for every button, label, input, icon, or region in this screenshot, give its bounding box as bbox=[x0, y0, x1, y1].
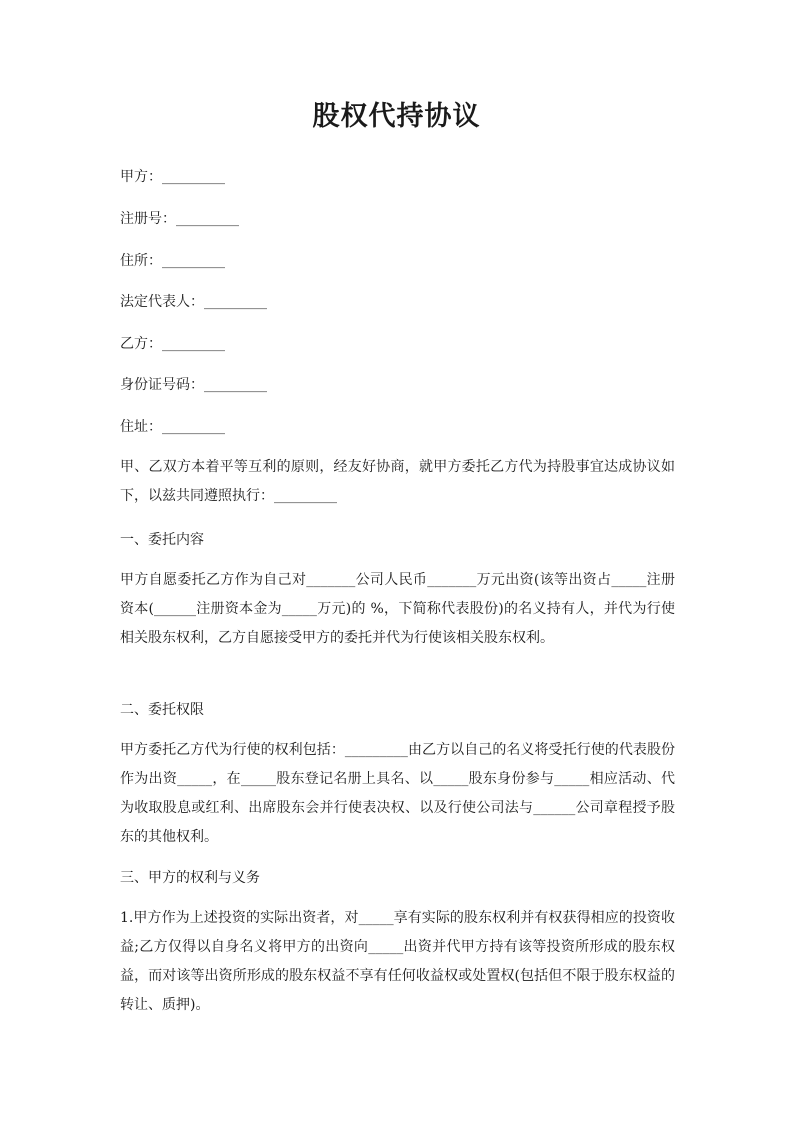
section-heading-entrustment-content: 一、委托内容 bbox=[120, 532, 204, 548]
document-title: 股权代持协议 bbox=[312, 101, 481, 132]
section-heading-party-a-rights: 三、甲方的权利与义务 bbox=[120, 870, 260, 886]
id-number-field: 身份证号码：_________ bbox=[120, 377, 267, 393]
intro-paragraph: 甲、乙双方本着平等互利的原则，经友好协商，就甲方委托乙方代为持股事宜达成协议如下，以兹共同遵照执行：_________ bbox=[120, 459, 675, 504]
address-field: 住所：_________ bbox=[120, 253, 225, 269]
residence-field: 住址：_________ bbox=[120, 419, 225, 435]
party-a-field: 甲方：_________ bbox=[120, 169, 225, 185]
legal-representative-field: 法定代表人：_________ bbox=[120, 294, 267, 310]
section-paragraph-entrustment-content: 甲方自愿委托乙方作为自己对_______公司人民币_______万元出资(该等出资占_____注册资本(______注册资本金为_____万元)的 %，下简称代表股份)的名义持有人，并代为行使相关股东权利，乙方自愿接受甲方的委托并代为行使该相关股东权利。 bbox=[120, 572, 675, 646]
section-paragraph-party-a-rights: 1.甲方作为上述投资的实际出资者，对_____享有实际的股东权利并有权获得相应的投资收益;乙方仅得以自身名义将甲方的出资向_____出资并代甲方持有该等投资所形成的股东权益，而对该等出资所形成的股东权益不享有任何收益权或处置权(包括但不限于股东权益的转让、质押)。 bbox=[120, 910, 675, 1013]
registration-number-field: 注册号：_________ bbox=[120, 211, 239, 227]
section-heading-entrustment-authority: 二、委托权限 bbox=[120, 702, 204, 718]
party-b-field: 乙方：_________ bbox=[120, 336, 225, 352]
section-paragraph-entrustment-authority: 甲方委托乙方代为行使的权利包括：_________由乙方以自己的名义将受托行使的代表股份作为出资_____，在_____股东登记名册上具名、以_____股东身份参与_____相应活动、代为收取股息或红利、出席股东会并行使表决权、以及行使公司法与______公司章程授予股东的其他权利。 bbox=[120, 742, 675, 845]
